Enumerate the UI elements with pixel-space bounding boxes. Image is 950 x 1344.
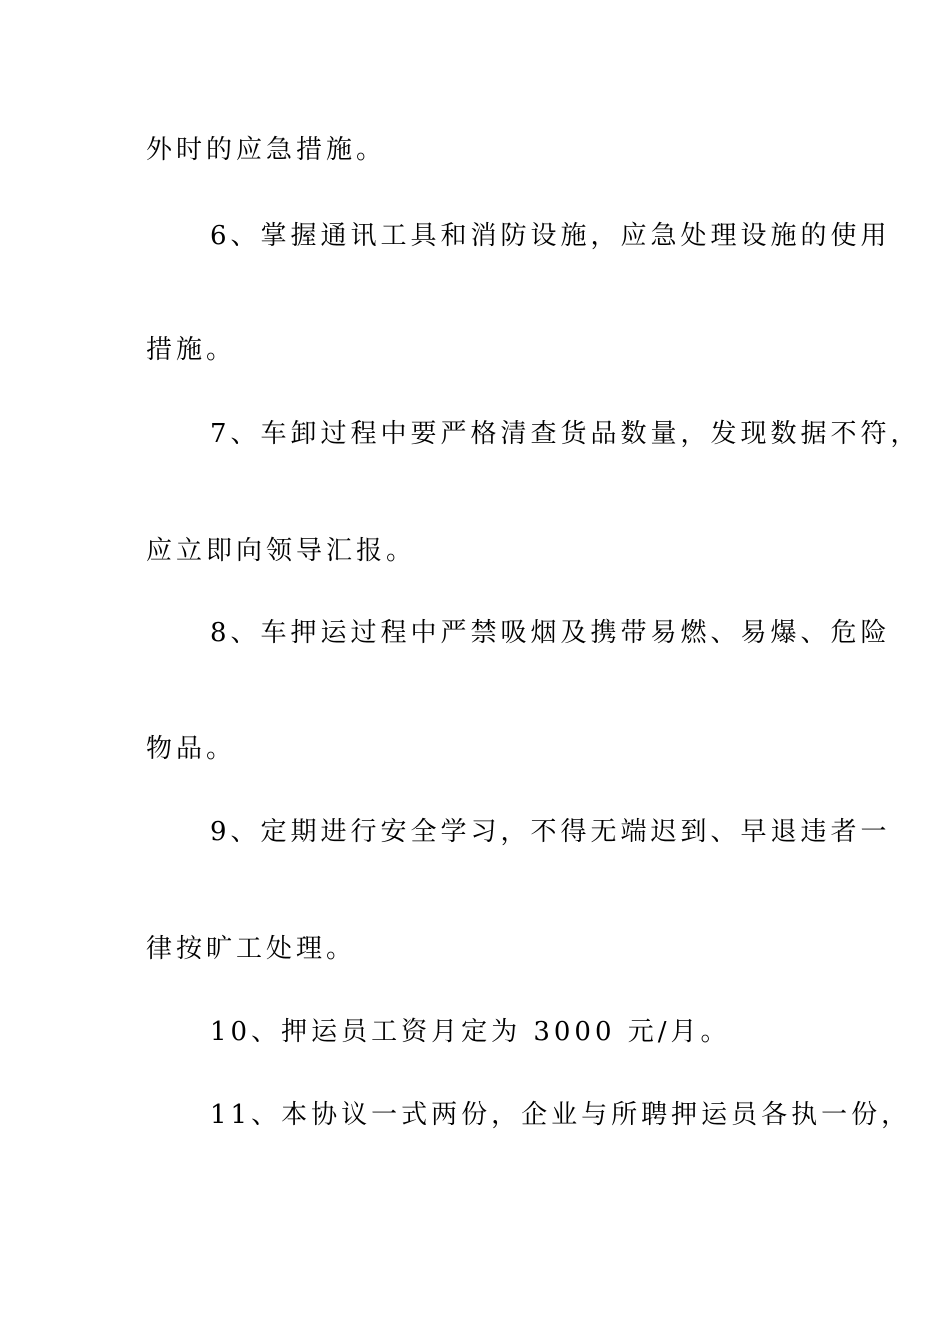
paragraph-line: 物品。: [146, 734, 237, 764]
paragraph-line: 6、掌握通讯工具和消防设施，应急处理设施的使用: [210, 221, 891, 251]
paragraph-line: 律按旷工处理。: [146, 934, 357, 964]
paragraph-line: 外时的应急措施。: [146, 135, 387, 165]
paragraph-line: 8、车押运过程中严禁吸烟及携带易燃、易爆、危险: [210, 618, 891, 648]
paragraph-line: 9、定期进行安全学习，不得无端迟到、早退违者一: [210, 817, 891, 847]
paragraph-line: 10、押运员工资月定为 3000 元/月。: [210, 1017, 731, 1047]
paragraph-line: 11、本协议一式两份，企业与所聘押运员各执一份，: [210, 1100, 912, 1130]
paragraph-line: 7、车卸过程中要严格清查货品数量，发现数据不符，: [210, 419, 921, 449]
paragraph-line: 措施。: [146, 335, 237, 365]
paragraph-line: 应立即向领导汇报。: [146, 536, 417, 566]
